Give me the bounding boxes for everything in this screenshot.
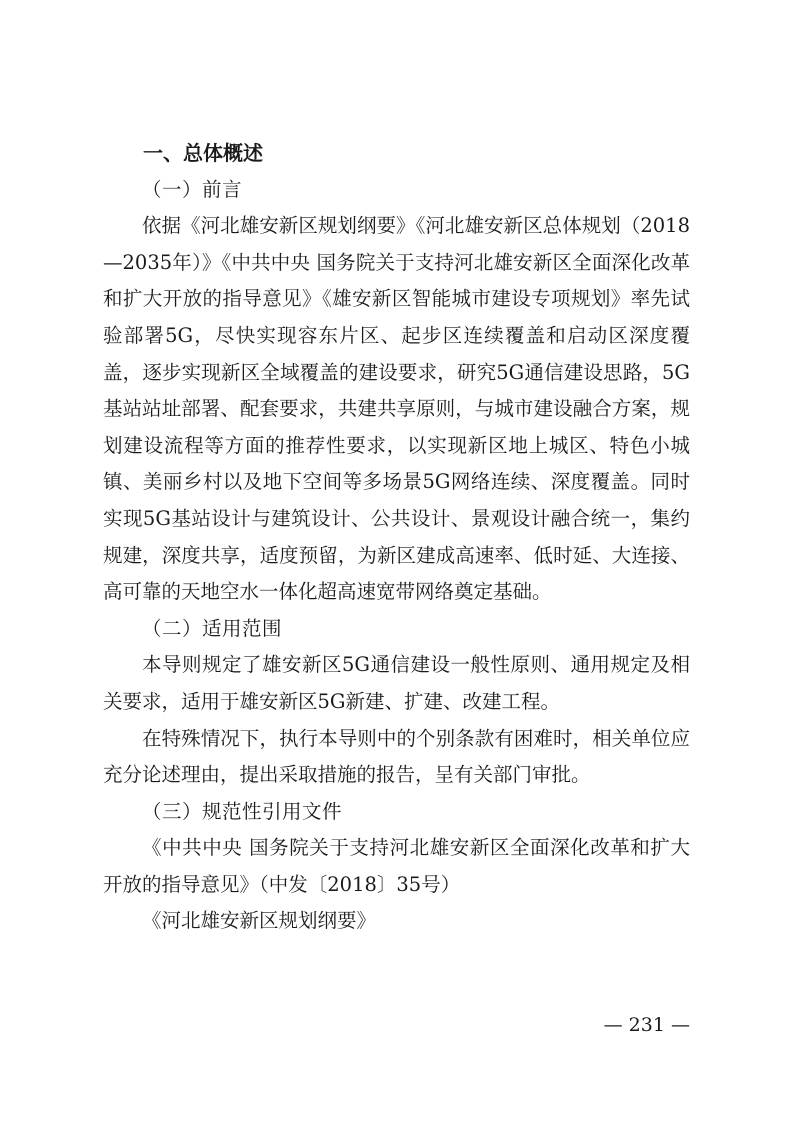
section-title: 一、总体概述: [143, 141, 263, 165]
scope-paragraph-1: 本导则规定了雄安新区5G通信建设一般性原则、通用规定及相关要求，适用于雄安新区5G新建、扩建、改建工程。: [103, 653, 690, 713]
scope-paragraph-2: 在特殊情况下，执行本导则中的个别条款有困难时，相关单位应充分论述理由，提出采取措施的报告，呈有关部门审批。: [103, 726, 690, 787]
preface-paragraph: 依据《河北雄安新区规划纲要》《河北雄安新区总体规划（2018—2035年）》《中共中央 国务院关于支持河北雄安新区全面深化改革和扩大开放的指导意见》《雄安新区智能城市建设专项规划》率先试验部署5G，尽快实现容东片区、起步区连续覆盖和启动区深度覆盖，逐步实现新区全域覆盖的建设要求，研究5G通信建设思路，5G基站站址部署、配套要求，共建共享原则，与城市建设融合方案，规划建设流程等方面的推荐性要求，以实现新区地上城区、特色小城镇、美丽乡村以及地下空间等多场景5G网络连续、深度覆盖。同时实现5G基站设计与建筑设计、公共设计、景观设计融合统一，集约规建，深度共享，适度预留，为新区建成高速率、低时延、大连接、高可靠的天地空水一体化超高速宽带网络奠定基础。: [103, 214, 690, 604]
subsection-title-scope: （二）适用范围: [142, 616, 283, 640]
document-body: [103, 135, 690, 940]
subsection-title-preface: （一）前言: [142, 177, 243, 201]
reference-item-1: 《中共中央 国务院关于支持河北雄安新区全面深化改革和扩大开放的指导意见》（中发〔2018〕35号）: [103, 836, 690, 896]
page-number: — 231 —: [603, 1014, 690, 1036]
reference-item-2: 《河北雄安新区规划纲要》: [142, 909, 377, 933]
subsection-title-references: （三）规范性引用文件: [142, 799, 343, 823]
